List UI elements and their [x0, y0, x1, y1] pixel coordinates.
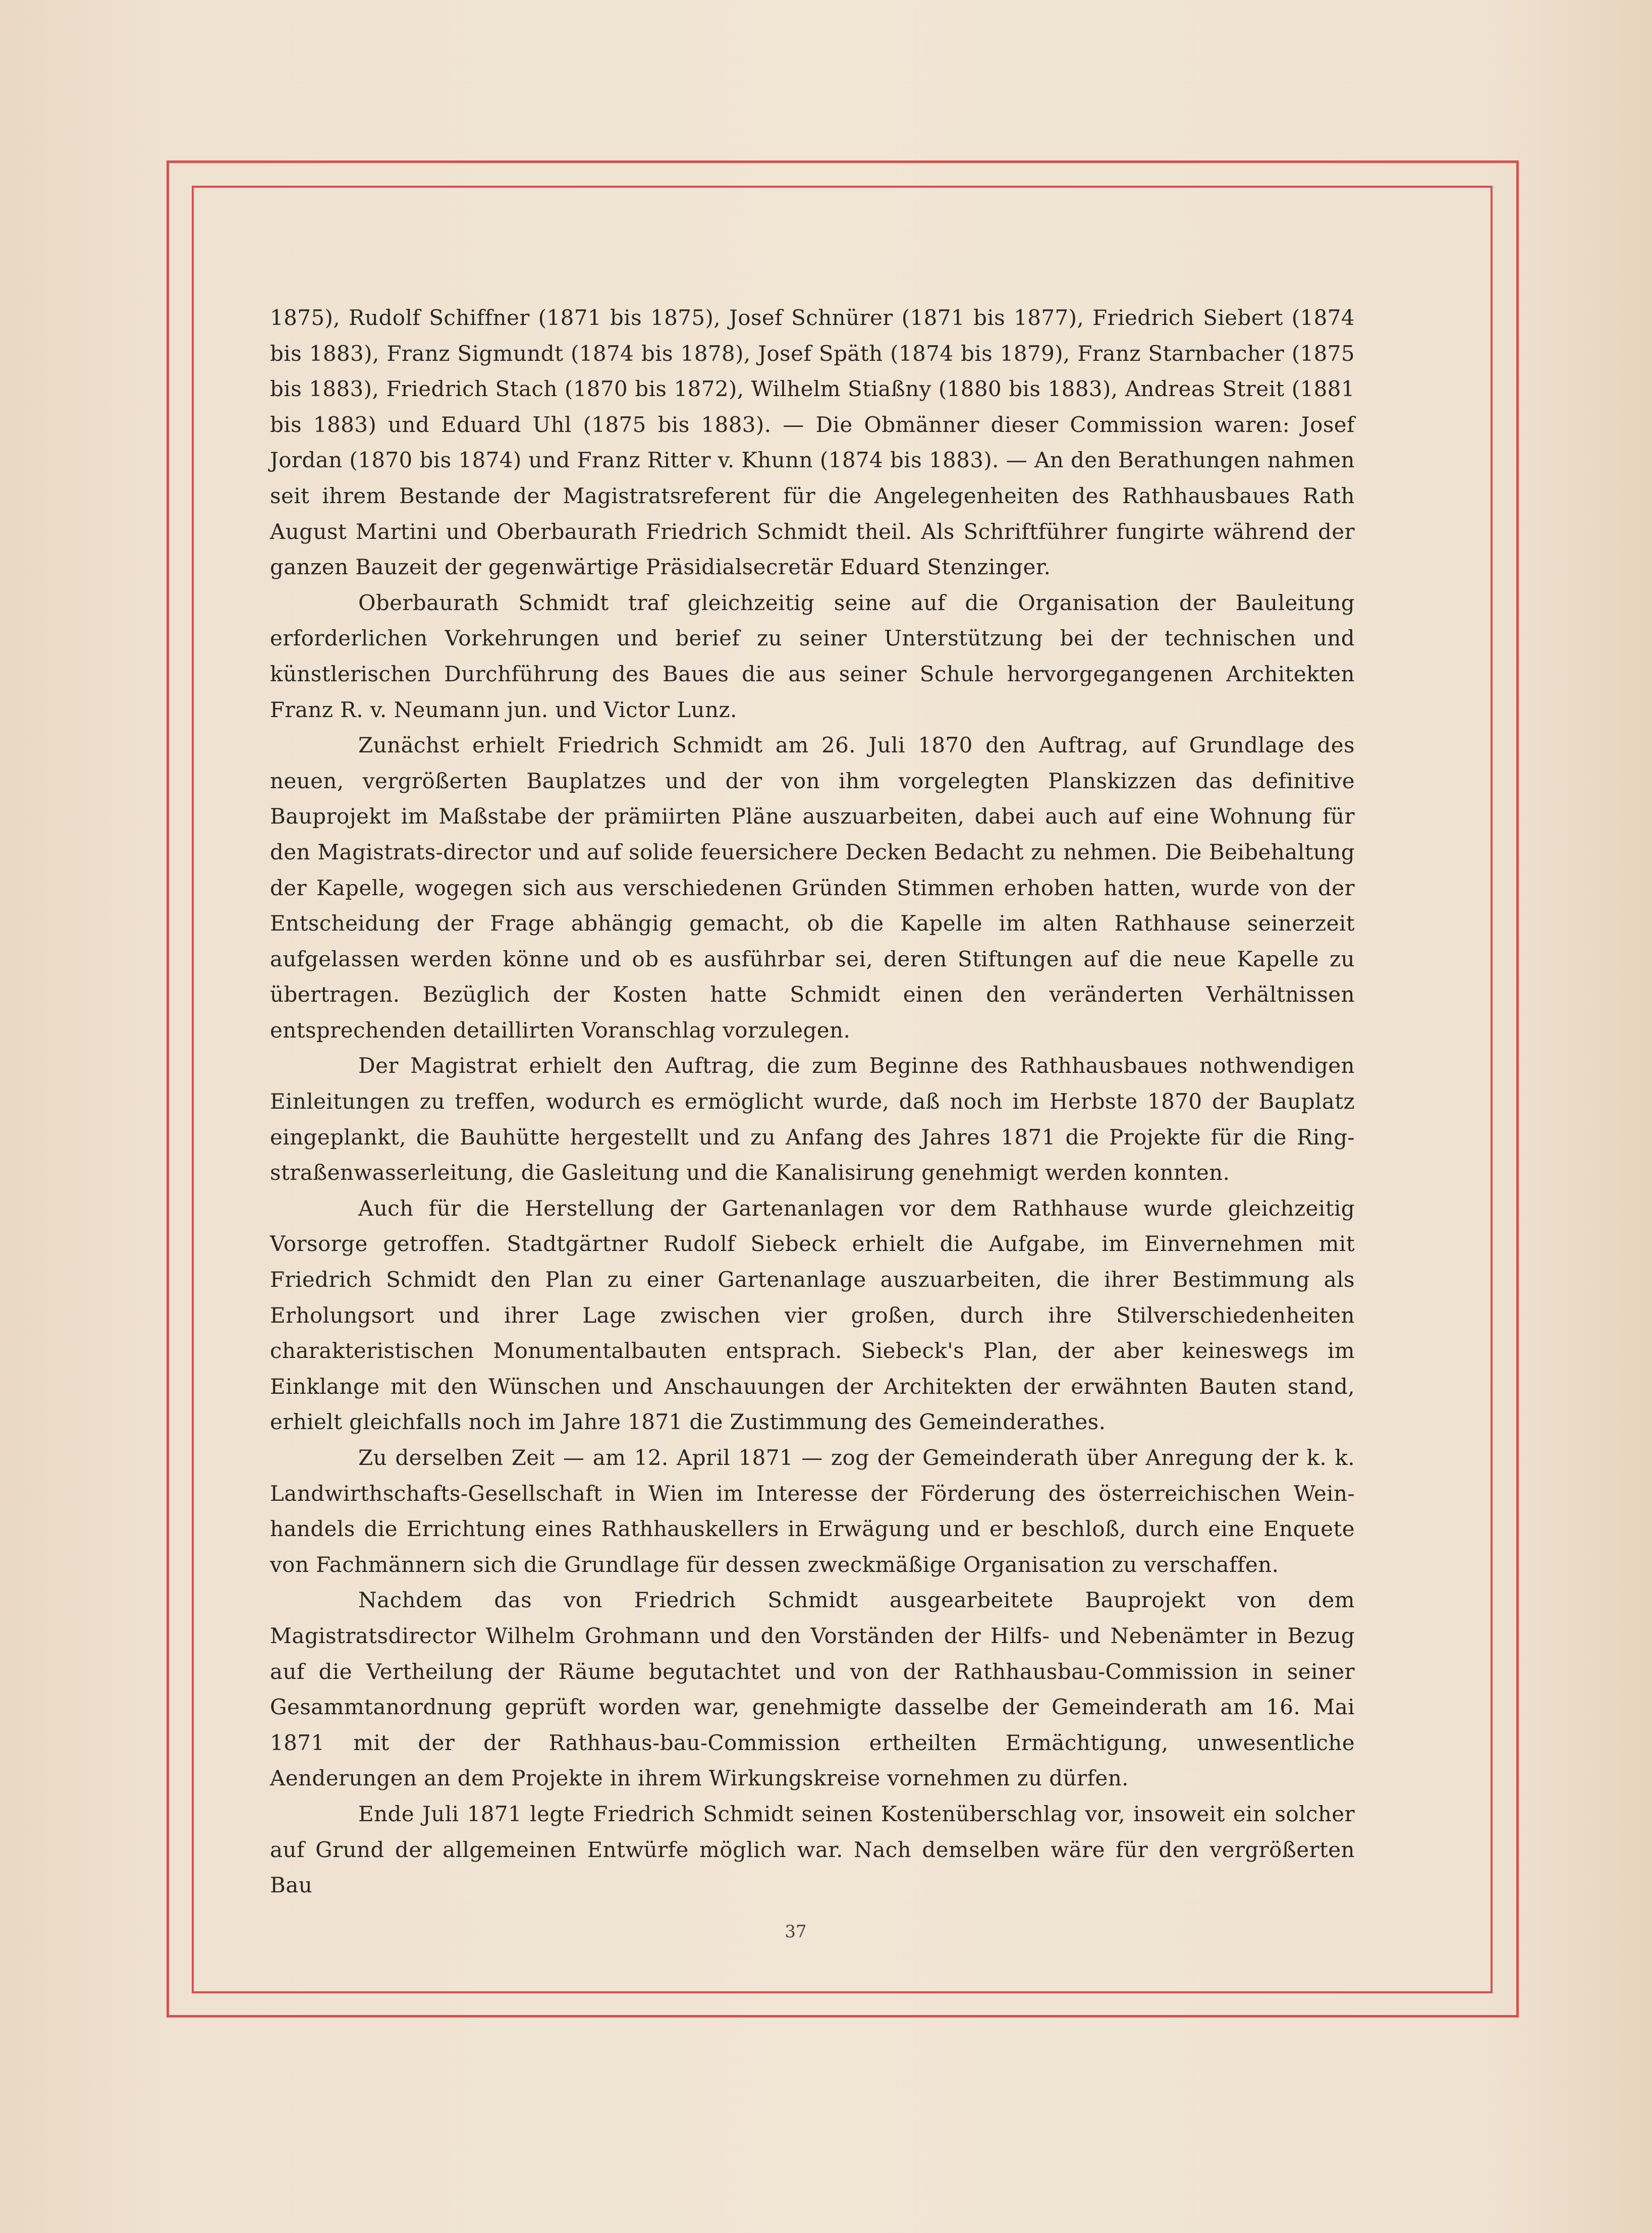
paragraph-4: Der Magistrat erhielt den Auftrag, die zum Beginne des Rathhausbaues nothwendigen Einleitungen zu treffen, wodurch es ermöglicht wurde, daß noch im Herbste 1870 der Bauplatz eingeplankt, die Bauhütte hergestellt und zu Anfang des Jahres 1871 die Projekte für die Ring-straßenwasserleitung, die Gasleitung und die Kanalisirung genehmigt werden konnten.	[270, 1053, 1355, 1185]
paragraph-7: Nachdem das von Friedrich Schmidt ausgearbeitete Bauprojekt von dem Magistratsdirector Wilhelm Grohmann und den Vorständen der Hilfs- und Nebenämter in Bezug auf die Vertheilung der Räume begutachtet und von der Rathhausbau-Commission in seiner Gesammtanordnung geprüft worden war, genehmigte dasselbe der Gemeinderath am 16. Mai 1871 mit der der Rathhaus-bau-Commission ertheilten Ermächtigung, unwesentliche Aenderungen an dem Projekte in ihrem Wirkungskreise vornehmen zu dürfen.	[270, 1588, 1355, 1791]
paragraph-8: Ende Juli 1871 legte Friedrich Schmidt seinen Kostenüberschlag vor, insoweit ein solcher auf Grund der allgemeinen Entwürfe möglich war. Nach demselben wäre für den vergrößerten Bau	[270, 1801, 1355, 1898]
page-number: 37	[785, 1922, 807, 1942]
paragraph-3: Zunächst erhielt Friedrich Schmidt am 26. Juli 1870 den Auftrag, auf Grundlage des neuen, vergrößerten Bauplatzes und der von ihm vorgelegten Planskizzen das definitive Bauprojekt im Maßstabe der prämiirten Pläne auszuarbeiten, dabei auch auf eine Wohnung für den Magistrats-director und auf solide feuersichere Decken Bedacht zu nehmen. Die Beibehaltung der Kapelle, wogegen sich aus verschiedenen Gründen Stimmen erhoben hatten, wurde von der Entscheidung der Frage abhängig gemacht, ob die Kapelle im alten Rathhause seinerzeit aufgelassen werden könne und ob es ausführbar sei, deren Stiftungen auf die neue Kapelle zu übertragen. Bezüglich der Kosten hatte Schmidt einen den veränderten Verhältnissen entsprechenden detaillirten Voranschlag vorzulegen.	[270, 733, 1355, 1043]
paragraph-2: Oberbaurath Schmidt traf gleichzeitig seine auf die Organisation der Bauleitung erforderlichen Vorkehrungen und berief zu seiner Unterstützung bei der technischen und künstlerischen Durchführung des Baues die aus seiner Schule hervorgegangenen Architekten Franz R. v. Neumann jun. und Victor Lunz.	[270, 590, 1355, 722]
paragraph-5: Auch für die Herstellung der Gartenanlagen vor dem Rathhause wurde gleichzeitig Vorsorge getroffen. Stadtgärtner Rudolf Siebeck erhielt die Aufgabe, im Einvernehmen mit Friedrich Schmidt den Plan zu einer Gartenanlage auszuarbeiten, die ihrer Bestimmung als Erholungsort und ihrer Lage zwischen vier großen, durch ihre Stilverschiedenheiten charakteristischen Monumentalbauten entsprach. Siebeck's Plan, der aber keineswegs im Einklange mit den Wünschen und Anschauungen der Architekten der erwähnten Bauten stand, erhielt gleichfalls noch im Jahre 1871 die Zustimmung des Gemeinderathes.	[270, 1195, 1355, 1435]
paragraph-6: Zu derselben Zeit — am 12. April 1871 — zog der Gemeinderath über Anregung der k. k. Landwirthschafts-Gesellschaft in Wien im Interesse der Förderung des österreichischen Wein-handels die Errichtung eines Rathhauskellers in Erwägung und er beschloß, durch eine Enquete von Fachmännern sich die Grundlage für dessen zweckmäßige Organisation zu verschaffen.	[270, 1445, 1355, 1577]
paragraph-1: 1875), Rudolf Schiffner (1871 bis 1875), Josef Schnürer (1871 bis 1877), Friedrich Siebert (1874 bis 1883), Franz Sigmundt (1874 bis 1878), Josef Späth (1874 bis 1879), Franz Starnbacher (1875 bis 1883), Friedrich Stach (1870 bis 1872), Wilhelm Stiaßny (1880 bis 1883), Andreas Streit (1881 bis 1883) und Eduard Uhl (1875 bis 1883). — Die Obmänner dieser Commission waren: Josef Jordan (1870 bis 1874) und Franz Ritter v. Khunn (1874 bis 1883). — An den Berathungen nahmen seit ihrem Bestande der Magistratsreferent für die Angelegenheiten des Rathhausbaues Rath August Martini und Oberbaurath Friedrich Schmidt theil. Als Schriftführer fungirte während der ganzen Bauzeit der gegenwärtige Präsidialsecretär Eduard Stenzinger.	[270, 305, 1355, 580]
body-text	[270, 300, 1355, 1903]
